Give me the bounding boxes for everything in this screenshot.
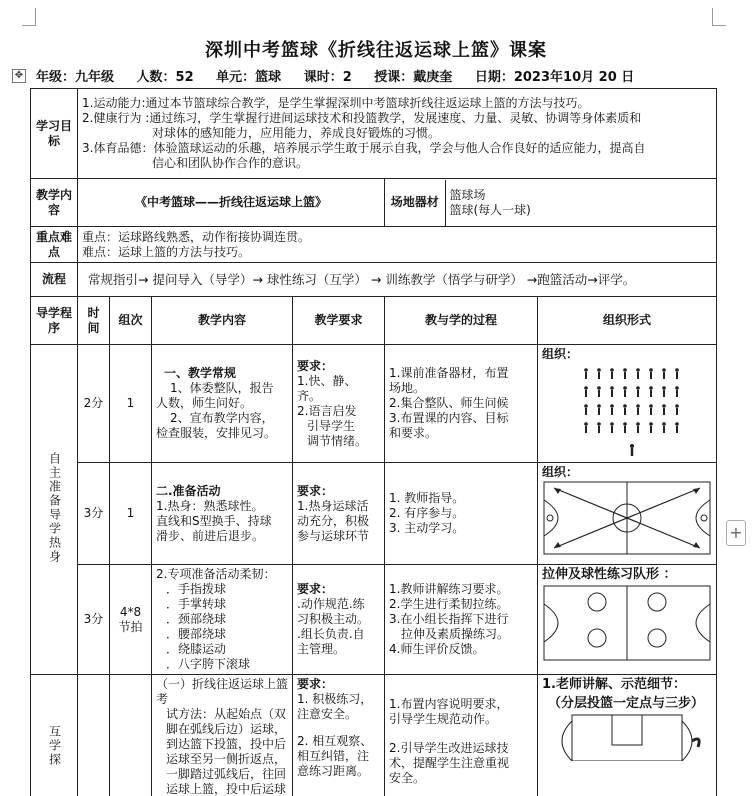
row-organization: 组织： bbox=[538, 463, 717, 565]
header-groups: 组次 bbox=[110, 297, 152, 345]
student-figure bbox=[610, 422, 614, 433]
student-figure bbox=[636, 422, 640, 433]
row-content: 2.专项准备活动柔韧： ．手指拨球 ．手掌转球 ．颈部绕球 ．腰部绕球 ．绕膝运动 ．八字胯下滚球 bbox=[152, 565, 293, 675]
student-figure bbox=[662, 368, 666, 379]
objective-item: 2.健康行为 :通过练习，学生掌握行进间运球技术和投篮教学，发展速度、力量、灵敏、协调等身体素质和 bbox=[82, 111, 642, 125]
student-figure bbox=[675, 422, 679, 433]
row-requirements: 要求： 1. 积极练习， 注意安全。 2. 相互观察、 相互纠错，注 意练习距离。 bbox=[293, 675, 385, 796]
student-figure bbox=[597, 386, 601, 397]
objective-item: 对球体的感知能力，应用能力，养成良好锻炼的习惯。 bbox=[152, 126, 441, 140]
stage-warmup-label: 自主准备导学热身 bbox=[31, 345, 78, 675]
move-handle-icon[interactable]: ✥ bbox=[12, 69, 26, 83]
row-content: 二.准备活动 1.热身：熟悉球性。 直线和S型换手、持球 滑步、前进后退步。 bbox=[152, 463, 293, 565]
row-time bbox=[78, 675, 110, 796]
student-figure bbox=[610, 404, 614, 415]
student-figure bbox=[610, 368, 614, 379]
student-figure bbox=[623, 422, 627, 433]
student-figure bbox=[649, 368, 653, 379]
difficulty-point: 难点：运球上篮的方法与技巧。 bbox=[82, 244, 251, 259]
date-info: 日期：2023年10月 20 日 bbox=[474, 70, 635, 85]
student-figure bbox=[623, 404, 627, 415]
teacher-info: 授课：戴庚奎 bbox=[374, 70, 453, 85]
student-figure bbox=[649, 386, 653, 397]
row-requirements: 要求： 1.热身运球活 动充分，积极 参与运球环节 bbox=[293, 463, 385, 565]
student-figure bbox=[597, 404, 601, 415]
objectives-content bbox=[78, 89, 717, 179]
teacher-figure bbox=[630, 444, 634, 456]
student-figure bbox=[597, 368, 601, 379]
header-content: 教学内容 bbox=[152, 297, 293, 345]
flow-label: 流程 bbox=[31, 263, 78, 297]
table-row bbox=[31, 345, 717, 463]
student-figure bbox=[649, 422, 653, 433]
key-points-label: 重点难点 bbox=[31, 227, 78, 263]
student-figure bbox=[584, 404, 588, 415]
venue-label: 场地器材 bbox=[385, 180, 445, 226]
header-organization: 组织形式 bbox=[538, 297, 717, 345]
student-figure bbox=[649, 404, 653, 415]
row-content: 一、教学常规 1、体委整队，报告 人数，师生问好。 2、宣布教学内容， 检查服装，安排见习。 bbox=[152, 345, 293, 463]
stretch-formation-diagram bbox=[542, 582, 712, 662]
table-row bbox=[31, 463, 717, 565]
student-figure bbox=[610, 386, 614, 397]
period-info: 课时：2 bbox=[303, 70, 352, 85]
student-count-info: 人数：52 bbox=[136, 70, 194, 85]
table-row bbox=[31, 565, 717, 675]
lesson-content-title: 《中考篮球——折线往返运球上篮》 bbox=[78, 179, 385, 227]
row-process: 1.教师讲解练习要求。 2.学生进行柔韧拉练。 3.在小组长指挥下进行 拉伸及素质操练习。 4.师生评价反馈。 bbox=[385, 565, 538, 675]
student-figure bbox=[584, 368, 588, 379]
row-organization: 拉伸及球性练习队形 ： bbox=[538, 565, 717, 675]
student-figure bbox=[584, 386, 588, 397]
header-time: 时间 bbox=[78, 297, 110, 345]
key-points-content bbox=[78, 227, 717, 263]
row-time: 3分 bbox=[78, 463, 110, 565]
objectives-label: 学习目标 bbox=[31, 89, 78, 179]
row-organization: 1.老师讲解、示范细节： （分层投篮一定点与三步） bbox=[538, 675, 717, 796]
content-label: 教学内容 bbox=[31, 179, 78, 227]
objective-item: 1.运动能力:通过本节篮球综合教学，是学生掌握深圳中考篮球折线往返运球上篮的方法与技巧。 bbox=[82, 96, 590, 110]
page-corner-mark-left bbox=[22, 8, 36, 26]
document-title: 深圳中考篮球《折线往返运球上篮》课案 bbox=[205, 40, 547, 61]
student-figure bbox=[597, 422, 601, 433]
formation-diagram bbox=[542, 362, 712, 458]
lesson-plan-table bbox=[30, 88, 717, 796]
stage-mutual-learning-label: 互学探 bbox=[31, 675, 78, 796]
student-figure bbox=[675, 368, 679, 379]
venue-equipment: 篮球场 篮球(每人一球) bbox=[449, 187, 531, 217]
header-process: 教与学的过程 bbox=[385, 297, 538, 345]
key-point: 重点：运球路线熟悉，动作衔接协调连贯。 bbox=[82, 229, 311, 244]
court-diagram bbox=[542, 480, 712, 556]
row-groups bbox=[110, 675, 152, 796]
table-row bbox=[31, 675, 717, 796]
row-groups: 1 bbox=[110, 463, 152, 565]
lesson-info-row bbox=[36, 66, 726, 86]
row-time: 2分 bbox=[78, 345, 110, 463]
row-groups: 1 bbox=[110, 345, 152, 463]
grade-info: 年级：九年级 bbox=[36, 70, 115, 85]
student-figure bbox=[675, 404, 679, 415]
page-corner-mark-right bbox=[712, 8, 726, 26]
student-figure bbox=[584, 422, 588, 433]
add-column-icon[interactable]: + bbox=[726, 520, 746, 546]
student-figure bbox=[662, 404, 666, 415]
student-figure bbox=[636, 404, 640, 415]
student-figure bbox=[636, 368, 640, 379]
row-process: 1.布置内容说明要求， 引导学生规范动作。 2.引导学生改进运球技 术，提醒学生注意重视 安全。 bbox=[385, 675, 538, 796]
student-figure bbox=[623, 368, 627, 379]
court-half-diagram bbox=[542, 711, 712, 761]
row-time: 3分 bbox=[78, 565, 110, 675]
row-organization: 组织： bbox=[538, 345, 717, 463]
row-content: （一）折线往返运球上篮考 试方法：从起始点（双 脚在弧线后边）运球， 到达篮下投篮，投中后 运球至另一侧折返点， 一脚踏过弧线后，往回 运球上篮，投中后运球 bbox=[152, 675, 293, 796]
header-requirements: 教学要求 bbox=[293, 297, 385, 345]
flow-content: 常规指引→ 提问导入（导学）→ 球性练习（互学） → 训练教学（悟学与研学） →跑篮活动→评学。 bbox=[78, 263, 717, 297]
student-figure bbox=[636, 386, 640, 397]
row-groups: 4*8节拍 bbox=[110, 565, 152, 675]
objective-item: 3.体育品德：体验篮球运动的乐趣，培养展示学生敢于展示自我，学会与他人合作良好的适应能力，提高自 bbox=[82, 141, 646, 155]
row-process: 1.课前准备器材，布置 场地。 2.集合整队、师生问候 3.布置课的内容、目标 和要求。 bbox=[385, 345, 538, 463]
row-requirements: 要求： 1.快、静、齐。 2.语言启发 引导学生 调节情绪。 bbox=[293, 345, 385, 463]
row-process: 1. 教师指导。 2. 有序参与。 3. 主动学习。 bbox=[385, 463, 538, 565]
header-program: 导学程序 bbox=[31, 297, 78, 345]
student-figure bbox=[675, 386, 679, 397]
student-figure bbox=[662, 386, 666, 397]
unit-info: 单元：篮球 bbox=[216, 70, 282, 85]
objective-item: 信心和团队协作合作的意识。 bbox=[152, 156, 309, 170]
student-figure bbox=[662, 422, 666, 433]
row-requirements: 要求： .动作规范.练 习积极主动。 .组长负责.自 主管理。 bbox=[293, 565, 385, 675]
student-figure bbox=[623, 386, 627, 397]
